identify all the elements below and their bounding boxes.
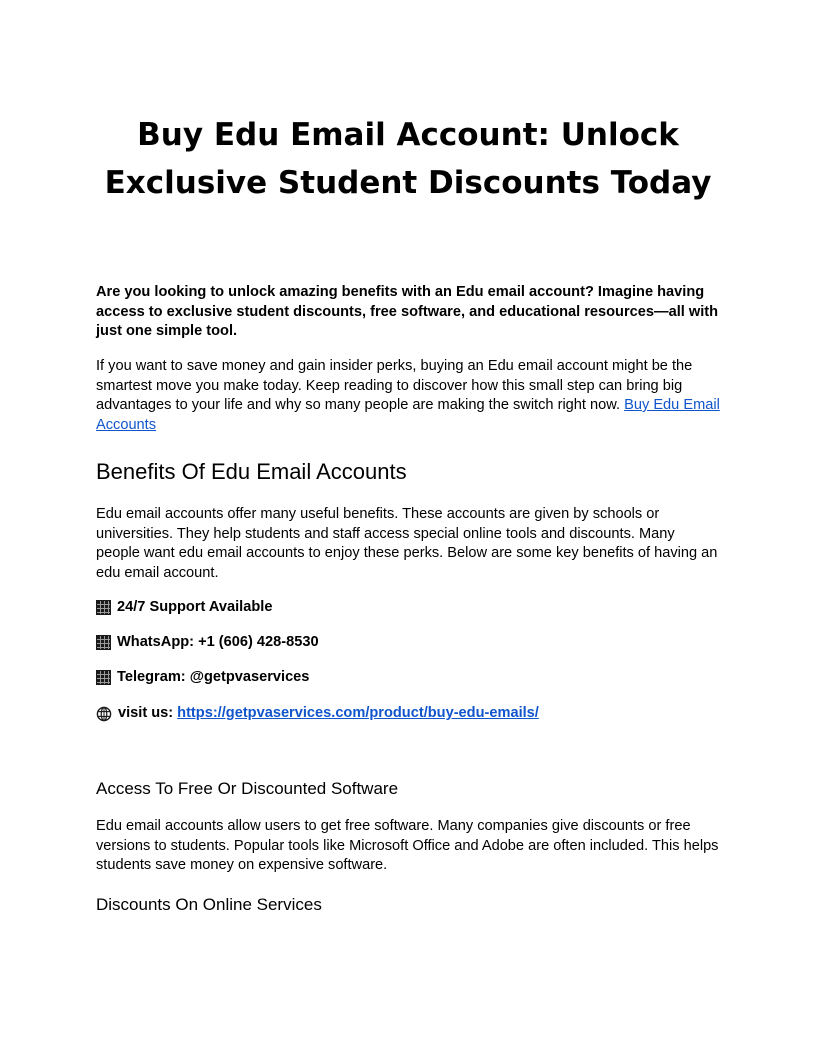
grid-icon <box>96 635 111 650</box>
visit-url-link[interactable]: https://getpvaservices.com/product/buy-edu-emails/ <box>177 705 539 721</box>
grid-icon <box>96 670 111 685</box>
telegram-text: Telegram: @getpvaservices <box>117 669 310 685</box>
visit-label: visit us: <box>118 705 174 721</box>
benefits-heading: Benefits Of Edu Email Accounts <box>96 459 407 484</box>
support-line <box>96 598 720 618</box>
grid-icon <box>96 600 111 615</box>
page-title <box>80 111 736 207</box>
support-text: 24/7 Support Available <box>117 599 273 615</box>
visit-line <box>96 704 720 724</box>
intro-bold-paragraph: Are you looking to unlock amazing benefits with an Edu email account? Imagine having access to exclusive student discounts, free software, and educational resources—all with just one simple tool. <box>96 284 719 339</box>
software-heading: Access To Free Or Discounted Software <box>96 779 399 798</box>
software-paragraph: Edu email accounts allow users to get free software. Many companies give discounts or free versions to students. Popular tools like Microsoft Office and Adobe are often included. This helps students save money on expensive software. <box>96 818 719 873</box>
telegram-line <box>96 668 720 688</box>
intro-paragraph-text: If you want to save money and gain insider perks, buying an Edu email account might be the smartest move you make today. Keep reading to discover how this small step can bring big advantages to your life and why so many people are making the switch right now. <box>96 358 693 413</box>
benefits-paragraph: Edu email accounts offer many useful benefits. These accounts are given by schools or universities. They help students and staff access special online tools and discounts. Many people want edu email accounts to enjoy these perks. Below are some key benefits of having an edu email account. <box>96 506 718 581</box>
buy-edu-email-accounts-link[interactable]: Buy Edu Email Accounts <box>96 397 720 433</box>
whatsapp-line <box>96 633 720 653</box>
page-title-line-2: Exclusive Student Discounts Today <box>104 165 712 201</box>
intro-paragraph <box>96 357 720 435</box>
page-title-line-1: Buy Edu Email Account: Unlock <box>137 117 679 153</box>
globe-icon <box>96 706 112 722</box>
online-services-heading: Discounts On Online Services <box>96 895 322 914</box>
whatsapp-text: WhatsApp: +1 (606) 428-8530 <box>117 634 319 650</box>
